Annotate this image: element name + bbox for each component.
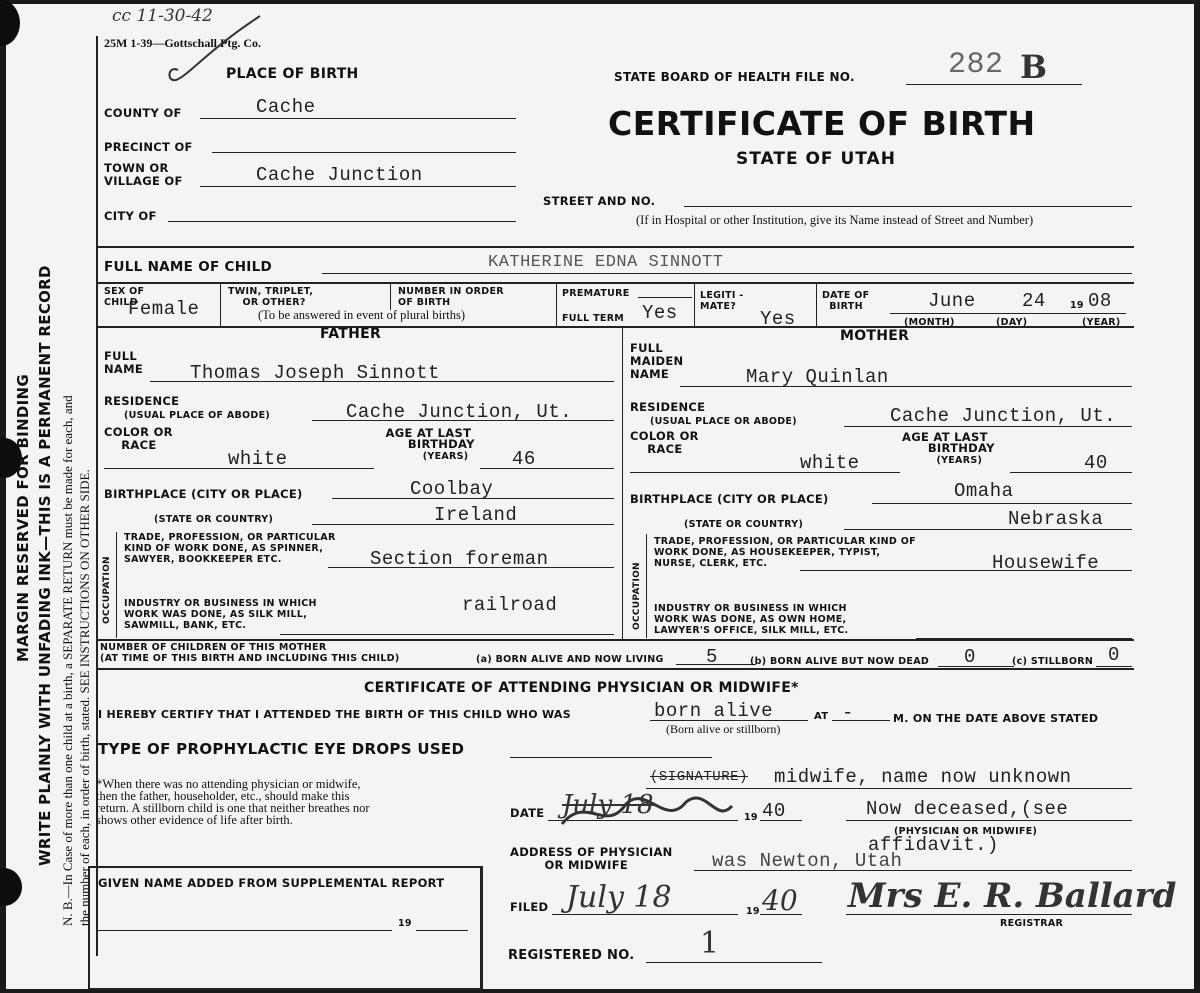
eye-drops-label: TYPE OF PROPHYLACTIC EYE DROPS USED bbox=[98, 740, 465, 758]
dob-label: DATE OF BIRTH bbox=[822, 290, 870, 312]
state-heading: STATE OF UTAH bbox=[736, 149, 896, 169]
mother-color-label: COLOR OR RACE bbox=[630, 429, 699, 456]
signature-date-year-prefix: 19 bbox=[744, 812, 758, 823]
physician-born-caption: (Born alive or stillborn) bbox=[666, 722, 781, 736]
certificate-title: CERTIFICATE OF BIRTH bbox=[608, 104, 1036, 143]
father-birthplace-label: BIRTHPLACE (CITY OR PLACE) bbox=[104, 487, 303, 501]
file-no-label: STATE BOARD OF HEALTH FILE NO. bbox=[614, 70, 855, 84]
father-state-value: Ireland bbox=[434, 504, 518, 526]
dob-month: June bbox=[928, 290, 976, 312]
signature-line-2: Now deceased,(see bbox=[866, 798, 1069, 820]
margin-note-1: N. B.—In Case of more than one child at a birth, a SEPARATE RETURN must be made for each, and bbox=[60, 395, 75, 926]
fullterm-value: Yes bbox=[642, 302, 678, 324]
physician-footnote: *When there was no attending physician or midwife, then the father, householder, etc., should make this return. A stillborn child is one that neither breathes nor shows other evidence of life after birth. bbox=[96, 777, 370, 827]
dob-year: 08 bbox=[1088, 290, 1112, 312]
precinct-label: PRECINCT OF bbox=[104, 140, 193, 154]
father-state-label: (STATE OR COUNTRY) bbox=[154, 514, 274, 525]
mother-residence-label: RESIDENCE bbox=[630, 400, 706, 414]
signature-date-struck: July 18 bbox=[562, 790, 654, 820]
dob-day-caption: (DAY) bbox=[996, 317, 1028, 328]
father-name-value: Thomas Joseph Sinnott bbox=[190, 362, 440, 384]
signature-date-year: 40 bbox=[762, 800, 786, 822]
margin-permanent-record-text: WRITE PLAINLY WITH UNFADING INK—THIS IS A PERMANENT RECORD bbox=[36, 265, 54, 866]
father-residence-label: RESIDENCE bbox=[104, 394, 180, 408]
father-name-label: FULL NAME bbox=[104, 349, 144, 376]
fullterm-label: FULL TERM bbox=[562, 313, 625, 324]
mother-state-label: (STATE OR COUNTRY) bbox=[684, 519, 804, 530]
father-residence-value: Cache Junction, Ut. bbox=[346, 401, 573, 423]
father-color-label: COLOR OR RACE bbox=[104, 425, 173, 452]
mother-name-label: FULL MAIDEN NAME bbox=[630, 341, 684, 381]
children-dead-label: (b) BORN ALIVE BUT NOW DEAD bbox=[750, 656, 930, 667]
registered-no-label: REGISTERED NO. bbox=[508, 948, 635, 963]
children-label: NUMBER OF CHILDREN OF THIS MOTHER (AT TIME OF THIS BIRTH AND INCLUDING THIS CHILD) bbox=[100, 642, 400, 664]
mother-color-value: white bbox=[800, 452, 860, 474]
registered-no-value: 1 bbox=[700, 926, 720, 961]
father-heading: FATHER bbox=[320, 326, 382, 342]
father-birthplace-value: Coolbay bbox=[410, 478, 494, 500]
physician-m-label: M. ON THE DATE ABOVE STATED bbox=[893, 712, 1099, 725]
mother-age-label: AGE AT LAST BIRTHDAY (YEARS) bbox=[902, 430, 995, 466]
mother-state-value: Nebraska bbox=[1008, 508, 1104, 530]
filed-label: FILED bbox=[510, 900, 549, 914]
father-age-value: 46 bbox=[512, 448, 536, 470]
place-of-birth-heading: PLACE OF BIRTH bbox=[226, 66, 359, 82]
father-trade-value: Section foreman bbox=[370, 548, 549, 570]
dob-year-prefix: 19 bbox=[1070, 300, 1084, 311]
children-still-label: (c) STILLBORN bbox=[1012, 656, 1094, 667]
physician-midwife-caption: (PHYSICIAN OR MIDWIFE) bbox=[894, 826, 1038, 837]
dob-day: 24 bbox=[1022, 290, 1046, 312]
dob-month-caption: (MONTH) bbox=[904, 317, 955, 328]
mother-trade-label: TRADE, PROFESSION, OR PARTICULAR KIND OF WORK DONE, AS HOUSEKEEPER, TYPIST, NURSE, CLERK, ETC. bbox=[654, 536, 916, 569]
filed-value: July 18 bbox=[566, 880, 672, 915]
children-still-value: 0 bbox=[1108, 644, 1120, 666]
scribble-strike-icon bbox=[556, 784, 736, 838]
address-value: was Newton, Utah bbox=[712, 850, 903, 872]
address-label: ADDRESS OF PHYSICIAN OR MIDWIFE bbox=[510, 845, 673, 872]
dob-year-caption: (YEAR) bbox=[1082, 317, 1121, 328]
physician-heading: CERTIFICATE OF ATTENDING PHYSICIAN OR MIDWIFE* bbox=[364, 680, 799, 696]
registrar-label: REGISTRAR bbox=[1000, 918, 1064, 929]
mother-occupation-side: OCCUPATION bbox=[632, 562, 642, 630]
children-alive-label: (a) BORN ALIVE AND NOW LIVING bbox=[476, 654, 664, 665]
supplemental-label: GIVEN NAME ADDED FROM SUPPLEMENTAL REPORT bbox=[98, 876, 445, 890]
filed-year: 40 bbox=[762, 884, 798, 917]
mother-residence-value: Cache Junction, Ut. bbox=[890, 405, 1117, 427]
order-label: NUMBER IN ORDER OF BIRTH bbox=[398, 286, 504, 308]
physician-at-value: - bbox=[842, 702, 854, 724]
file-no-suffix: B bbox=[1020, 48, 1048, 86]
twin-note: (To be answered in event of plural births) bbox=[258, 308, 466, 322]
margin-note-2: the number of each, in order of birth, stated. SEE INSTRUCTIONS ON OTHER SIDE. bbox=[77, 469, 92, 926]
filed-year-prefix: 19 bbox=[746, 906, 760, 917]
physician-at-label: AT bbox=[814, 711, 829, 722]
legitimate-label: LEGITI - MATE? bbox=[700, 290, 744, 312]
sex-label: SEX OF CHILD bbox=[104, 286, 145, 308]
physician-certify-text: I HEREBY CERTIFY THAT I ATTENDED THE BIRTH OF THIS CHILD WHO WAS bbox=[98, 708, 571, 721]
father-occupation-side: OCCUPATION bbox=[102, 556, 112, 624]
mother-name-value: Mary Quinlan bbox=[746, 366, 889, 388]
physician-born-value: born alive bbox=[654, 700, 774, 722]
signature-struck-label: (SIGNATURE) bbox=[650, 769, 748, 785]
child-name-label: FULL NAME OF CHILD bbox=[104, 259, 273, 275]
legitimate-value: Yes bbox=[760, 308, 796, 330]
stamp-note: cc 11-30-42 bbox=[112, 6, 213, 26]
printer-credit: 25M 1-39—Gottschall Ptg. Co. bbox=[104, 36, 261, 50]
father-trade-label: TRADE, PROFESSION, OR PARTICULAR KIND OF WORK DONE, AS SPINNER, SAWYER, BOOKKEEPER ETC. bbox=[124, 532, 336, 565]
children-alive-value: 5 bbox=[706, 646, 718, 668]
registrar-signature: Mrs E. R. Ballard bbox=[848, 876, 1177, 916]
signature-line-1: midwife, name now unknown bbox=[774, 766, 1072, 788]
file-no-value: 282 bbox=[948, 48, 1004, 82]
mother-residence-sub: (USUAL PLACE OR ABODE) bbox=[650, 416, 797, 427]
street-label: STREET AND NO. bbox=[543, 194, 656, 208]
child-name-value: KATHERINE EDNA SINNOTT bbox=[488, 253, 724, 272]
signature-date-label: DATE bbox=[510, 806, 545, 820]
mother-trade-value: Housewife bbox=[992, 552, 1100, 574]
children-dead-value: 0 bbox=[964, 646, 976, 668]
father-residence-sub: (USUAL PLACE OF ABODE) bbox=[124, 410, 271, 421]
mother-industry-label: INDUSTRY OR BUSINESS IN WHICH WORK WAS DONE, AS OWN HOME, LAWYER'S OFFICE, SILK MILL, ETC. bbox=[654, 603, 849, 636]
county-label: COUNTY OF bbox=[104, 106, 182, 120]
supplemental-year-prefix: 19 bbox=[398, 918, 412, 929]
mother-age-value: 40 bbox=[1084, 452, 1108, 474]
city-label: CITY OF bbox=[104, 209, 157, 223]
mother-birthplace-value: Omaha bbox=[954, 480, 1014, 502]
father-industry-value: railroad bbox=[462, 594, 558, 616]
street-note: (If in Hospital or other Institution, give its Name instead of Street and Number) bbox=[636, 213, 1034, 227]
mother-birthplace-label: BIRTHPLACE (CITY OR PLACE) bbox=[630, 492, 829, 506]
father-age-label: AGE AT LAST BIRTHDAY (YEARS) bbox=[385, 426, 475, 462]
county-value: Cache bbox=[256, 96, 316, 118]
town-label: TOWN OR VILLAGE OF bbox=[104, 161, 183, 188]
twin-label: TWIN, TRIPLET, OR OTHER? bbox=[228, 286, 314, 308]
town-value: Cache Junction bbox=[256, 164, 423, 186]
sex-value: Female bbox=[128, 298, 200, 320]
signature-line-3: affidavit.) bbox=[868, 834, 999, 856]
margin-binding-text: MARGIN RESERVED FOR BINDING bbox=[14, 373, 32, 662]
premature-label: PREMATURE bbox=[562, 288, 630, 299]
father-industry-label: INDUSTRY OR BUSINESS IN WHICH WORK WAS DONE, AS SILK MILL, SAWMILL, BANK, ETC. bbox=[124, 598, 317, 631]
mother-heading: MOTHER bbox=[840, 328, 910, 344]
father-color-value: white bbox=[228, 448, 288, 470]
